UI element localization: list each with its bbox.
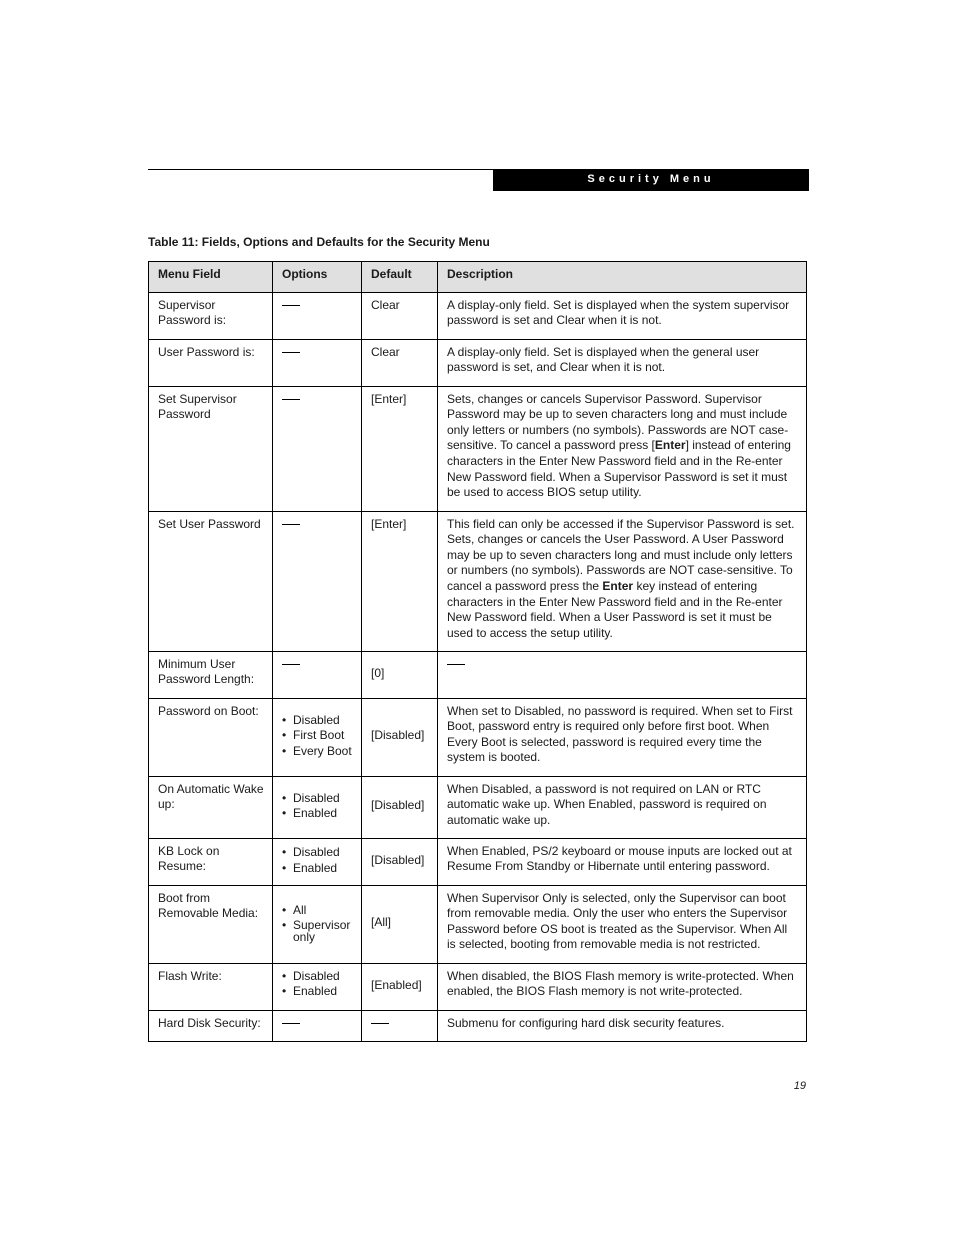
option-item: • Enabled [282, 984, 353, 1000]
description-cell: Submenu for configuring hard disk security features. [438, 1010, 807, 1041]
default-cell: [All] [362, 885, 438, 963]
no-options-dash [282, 399, 300, 400]
options-cell [273, 698, 362, 776]
table-row [149, 386, 807, 511]
table-row [149, 292, 807, 339]
menu-field-cell: KB Lock on Resume: [149, 838, 273, 885]
no-options-dash [282, 664, 300, 665]
column-header-options: Options [273, 262, 362, 293]
column-header-menu-field: Menu Field [149, 262, 273, 293]
table-row [149, 885, 807, 963]
option-item: • Enabled [282, 861, 353, 877]
option-item: • Disabled [282, 791, 353, 807]
description-cell: When Supervisor Only is selected, only the Supervisor can boot from removable media. Only the user who enters the Supervisor Password before OS boot is treated as the Supervisor. When All is selected, booting from removable media is not restricted. [438, 885, 807, 963]
no-options-dash [282, 352, 300, 353]
options-cell [273, 1010, 362, 1041]
options-cell [273, 885, 362, 963]
menu-field-cell: Flash Write: [149, 963, 273, 1010]
menu-field-cell: Hard Disk Security: [149, 1010, 273, 1041]
options-cell [273, 651, 362, 698]
options-list [282, 791, 353, 822]
option-item: • Supervisor only [282, 919, 353, 943]
menu-field-cell: Boot from Removable Media: [149, 885, 273, 963]
options-list [282, 713, 353, 760]
description-cell [438, 511, 807, 651]
table-caption: Table 11: Fields, Options and Defaults for the Security Menu [148, 235, 490, 249]
table-row [149, 339, 807, 386]
no-default-dash [371, 1023, 389, 1024]
options-cell [273, 339, 362, 386]
option-item: • Disabled [282, 845, 353, 861]
default-cell: [0] [362, 651, 438, 698]
section-title: Security Menu [493, 169, 809, 191]
table-row [149, 698, 807, 776]
description-cell: A display-only field. Set is displayed when the general user password is set, and Clear when it is not. [438, 339, 807, 386]
enter-key-label: Enter [602, 578, 634, 593]
default-cell: [Disabled] [362, 776, 438, 838]
description-cell [438, 386, 807, 511]
option-item: • All [282, 903, 353, 919]
description-cell: When set to Disabled, no password is required. When set to First Boot, password entry is required only before first boot. When Every Boot is selected, password is required every time the system is booted. [438, 698, 807, 776]
enter-key-label: Enter [654, 438, 686, 453]
options-list [282, 969, 353, 1000]
description-text: Sets, changes or cancels Supervisor Password. Supervisor Password may be up to seven characters long and must include only letters or numbers (no symbols). Passwords are NOT case-sensitive. To cancel a password press [ [447, 391, 789, 453]
menu-field-cell: Supervisor Password is: [149, 292, 273, 339]
default-cell: Clear [362, 339, 438, 386]
option-item: • Every Boot [282, 744, 353, 760]
no-options-dash [282, 524, 300, 525]
options-cell [273, 776, 362, 838]
no-options-dash [282, 305, 300, 306]
options-list [282, 903, 353, 943]
options-cell [273, 292, 362, 339]
table-row [149, 776, 807, 838]
header-rule [148, 169, 493, 170]
default-cell: [Enter] [362, 511, 438, 651]
options-cell [273, 963, 362, 1010]
column-header-description: Description [438, 262, 807, 293]
table-row [149, 651, 807, 698]
description-cell: When Enabled, PS/2 keyboard or mouse inputs are locked out at Resume From Standby or Hibernate until entering password. [438, 838, 807, 885]
menu-field-cell: Password on Boot: [149, 698, 273, 776]
menu-field-cell: Set Supervisor Password [149, 386, 273, 511]
menu-field-cell: Set User Password [149, 511, 273, 651]
default-cell: Clear [362, 292, 438, 339]
description-cell [438, 651, 807, 698]
description-cell: When disabled, the BIOS Flash memory is write-protected. When enabled, the BIOS Flash memory is not write-protected. [438, 963, 807, 1010]
description-cell: A display-only field. Set is displayed when the system supervisor password is set and Clear when it is not. [438, 292, 807, 339]
description-cell: When Disabled, a password is not required on LAN or RTC automatic wake up. When Enabled, password is required on automatic wake up. [438, 776, 807, 838]
description-text: This field can only be accessed if the Supervisor Password is set. Sets, changes or cancels the User Password. A User Password may be up to seven characters long and must include only letters or numbers (no symbols). Passwords are NOT case-sensitive. To cancel a password press the [447, 516, 795, 593]
table-row [149, 838, 807, 885]
table-header-row [149, 262, 807, 293]
no-options-dash [282, 1023, 300, 1024]
description-text: ] instead of entering characters in the Enter New Password field and in the Re-enter New Password field. When a Supervisor Password is set it must be used to access BIOS setup utility. [447, 438, 791, 500]
option-item: • Disabled [282, 713, 353, 729]
menu-field-cell: User Password is: [149, 339, 273, 386]
page-number: 19 [793, 1080, 806, 1092]
option-item: • Enabled [282, 806, 353, 822]
table-row [149, 1010, 807, 1041]
description-text: key instead of entering characters in the Enter New Password field and in the Re-enter New Password field. When a User Password is set it must be used to access the setup utility. [447, 578, 783, 640]
column-header-default: Default [362, 262, 438, 293]
option-item: • Disabled [282, 969, 353, 985]
options-list [282, 845, 353, 876]
table-row [149, 511, 807, 651]
options-cell [273, 386, 362, 511]
table-row [149, 963, 807, 1010]
security-menu-table [148, 261, 807, 1042]
default-cell: [Enter] [362, 386, 438, 511]
options-cell [273, 838, 362, 885]
default-cell [362, 1010, 438, 1041]
no-description-dash [447, 664, 465, 665]
menu-field-cell: On Automatic Wake up: [149, 776, 273, 838]
option-item: • First Boot [282, 728, 353, 744]
options-cell [273, 511, 362, 651]
default-cell: [Enabled] [362, 963, 438, 1010]
menu-field-cell: Minimum User Password Length: [149, 651, 273, 698]
default-cell: [Disabled] [362, 698, 438, 776]
default-cell: [Disabled] [362, 838, 438, 885]
